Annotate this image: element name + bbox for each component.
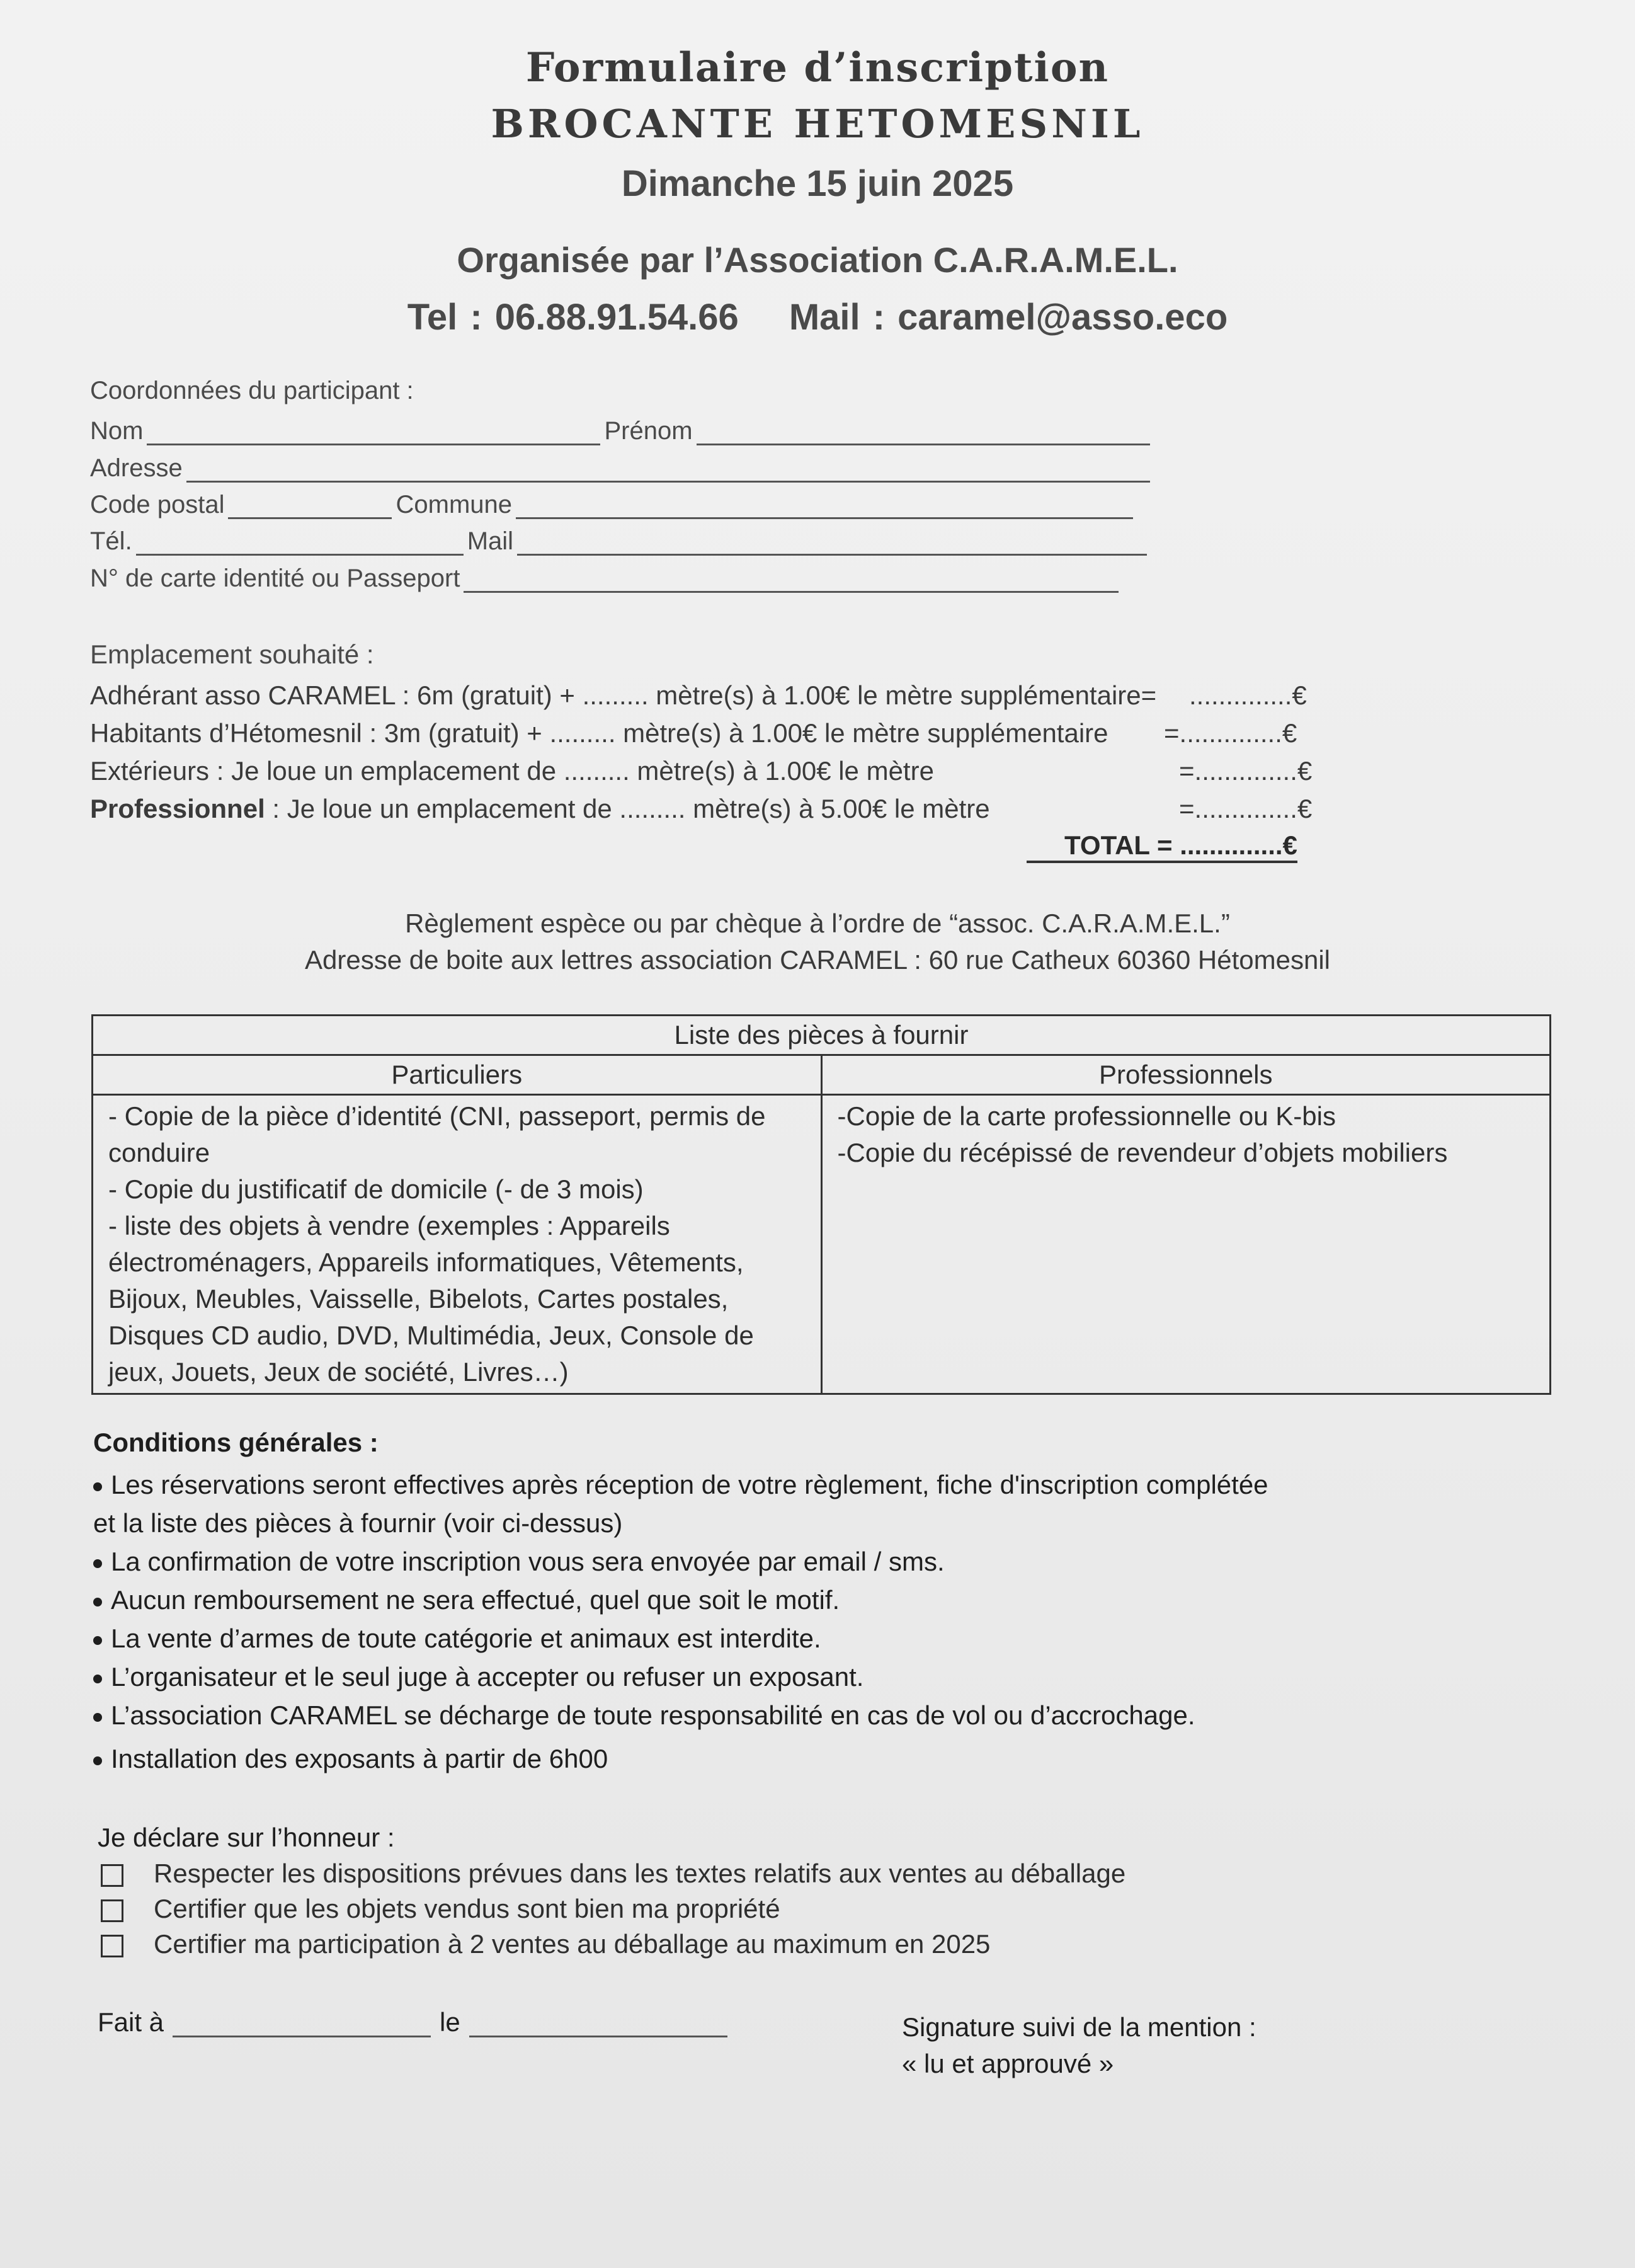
fait-a-row [98,2007,727,2037]
commune-field[interactable] [516,492,1133,519]
col-header-particuliers: Particuliers [93,1055,822,1095]
bullet-icon [93,1559,102,1568]
mail-label: Mail [467,527,514,555]
condition-item: Aucun remboursement ne sera effectué, quel que soit le motif. [93,1581,1479,1619]
list-item: Bijoux, Meubles, Vaisselle, Bibelots, Cartes postales, [108,1284,729,1314]
fait-a-field[interactable] [173,2010,431,2037]
bullet-icon [93,1598,102,1606]
postal-row [90,491,1137,519]
fee-amount-habitants[interactable]: =..............€ [1164,718,1297,748]
contact-row [90,527,1151,556]
bullet-icon [93,1756,102,1765]
checkbox[interactable] [101,1899,123,1922]
list-item: - Copie de la pièce d’identité (CNI, passeport, permis de [108,1101,766,1131]
fee-row-professionnel [90,794,990,824]
condition-item: La vente d’armes de toute catégorie et animaux est interdite. [93,1619,1479,1658]
date-field[interactable] [469,2010,727,2037]
condition-item: Les réservations seront effectives après réception de votre règlement, fiche d'inscription complétée [93,1465,1479,1504]
bullet-icon [93,1713,102,1722]
name-row [90,417,1154,445]
fee-label: Habitants d’Hétomesnil : 3m (gratuit) + ......... mètre(s) à 1.00€ le mètre supplémentaire [90,718,1108,748]
fee-row-exterieurs [90,756,934,786]
fee-label-bold: Professionnel [90,794,265,823]
fee-amount-adherent[interactable]: ..............€ [1189,680,1307,710]
conditions-list [93,1465,1479,1778]
address-row [90,454,1154,483]
adresse-label: Adresse [90,454,183,482]
nom-field[interactable] [147,418,600,445]
signature-mention: « lu et approuvé » [902,2049,1114,2078]
list-item: jeux, Jouets, Jeux de société, Livres…) [108,1357,569,1387]
checkbox[interactable] [101,1864,123,1887]
professionnels-cell [821,1095,1551,1394]
prenom-field[interactable] [697,418,1150,445]
fee-amount-professionnel[interactable]: =..............€ [1179,794,1313,823]
tel-label: Tél. [90,527,132,555]
fee-amount-exterieurs[interactable]: =..............€ [1179,756,1313,786]
fee-label: : Je loue un emplacement de ......... mètre(s) à 5.00€ le mètre [265,794,990,823]
condition-item: L’association CARAMEL se décharge de toute responsabilité en cas de vol ou d’accrochage. [93,1696,1479,1734]
list-item: électroménagers, Appareils informatiques, Vêtements, [108,1247,744,1277]
condition-item: La confirmation de votre inscription vous sera envoyée par email / sms. [93,1542,1479,1581]
mail-field[interactable] [517,529,1147,556]
prenom-label: Prénom [604,417,693,445]
list-item: -Copie du récépissé de revendeur d’objets mobiliers [837,1138,1448,1167]
id-row [90,564,1122,593]
bullet-icon [93,1482,102,1491]
le-label: le [440,2007,460,2037]
list-item: Disques CD audio, DVD, Multimédia, Jeux, Console de [108,1320,754,1350]
checkbox[interactable] [101,1935,123,1957]
event-name: BROCANTE HETOMESNIL [491,101,1144,147]
adresse-field[interactable] [186,455,1150,483]
contact-tel: Tel : 06.88.91.54.66 [407,297,739,338]
id-card-field[interactable] [464,566,1119,593]
documents-table [91,1014,1551,1395]
fee-label: Extérieurs : Je loue un emplacement de ......... mètre(s) à 1.00€ le mètre [90,756,934,786]
list-item: -Copie de la carte professionnelle ou K-bis [837,1101,1336,1131]
bullet-icon [93,1636,102,1645]
particuliers-cell [93,1095,822,1394]
participant-section-label: Coordonnées du participant : [90,377,414,404]
mailbox-address: Adresse de boite aux lettres association CARAMEL : 60 rue Catheux 60360 Hétomesnil [305,945,1330,975]
condition-item-continued: et la liste des pièces à fournir (voir ci-dessus) [93,1508,623,1538]
condition-item: L’organisateur et le seul juge à accepter ou refuser un exposant. [93,1658,1479,1696]
documents-table-title: Liste des pièces à fournir [93,1016,1551,1055]
list-item: - liste des objets à vendre (exemples : Appareils [108,1211,670,1240]
total-amount[interactable]: TOTAL = ..............€ [1027,830,1297,863]
nom-label: Nom [90,417,144,445]
declaration-title: Je déclare sur l’honneur : [98,1823,395,1852]
commune-label: Commune [396,491,512,518]
declaration-checkbox-2[interactable]: Certifier que les objets vendus sont bien ma propriété [101,1894,780,1924]
signature-label: Signature suivi de la mention : [902,2012,1256,2042]
fait-a-label: Fait à [98,2007,164,2037]
fee-label: Adhérant asso CARAMEL : 6m (gratuit) + ......... mètre(s) à 1.00€ le mètre supplémentaire= [90,680,1157,710]
payment-line: Règlement espèce ou par chèque à l’ordre de “assoc. C.A.R.A.M.E.L.” [405,908,1230,938]
list-item: - Copie du justificatif de domicile (- de 3 mois) [108,1174,644,1204]
declaration-checkbox-1[interactable]: Respecter les dispositions prévues dans les textes relatifs aux ventes au déballage [101,1858,1125,1889]
code-postal-label: Code postal [90,491,225,518]
conditions-title: Conditions générales : [93,1428,379,1457]
code-postal-field[interactable] [228,492,392,519]
fee-row-habitants [90,718,1108,748]
form-title: Formulaire d’inscription [525,44,1110,91]
organizer: Organisée par l’Association C.A.R.A.M.E.L. [457,240,1178,280]
tel-field[interactable] [136,529,464,556]
declaration-checkbox-3[interactable]: Certifier ma participation à 2 ventes au déballage au maximum en 2025 [101,1929,990,1959]
col-header-professionnels: Professionnels [821,1055,1551,1095]
fee-row-adherent [90,680,1156,711]
contact-mail: Mail : caramel@asso.eco [789,297,1228,338]
condition-item: Installation des exposants à partir de 6h00 [93,1739,1479,1778]
event-date: Dimanche 15 juin 2025 [621,163,1014,204]
bullet-icon [93,1675,102,1683]
contact-line [0,296,1635,338]
list-item: conduire [108,1138,210,1167]
emplacement-section-label: Emplacement souhaité : [90,639,374,669]
id-card-label: N° de carte identité ou Passeport [90,564,460,592]
